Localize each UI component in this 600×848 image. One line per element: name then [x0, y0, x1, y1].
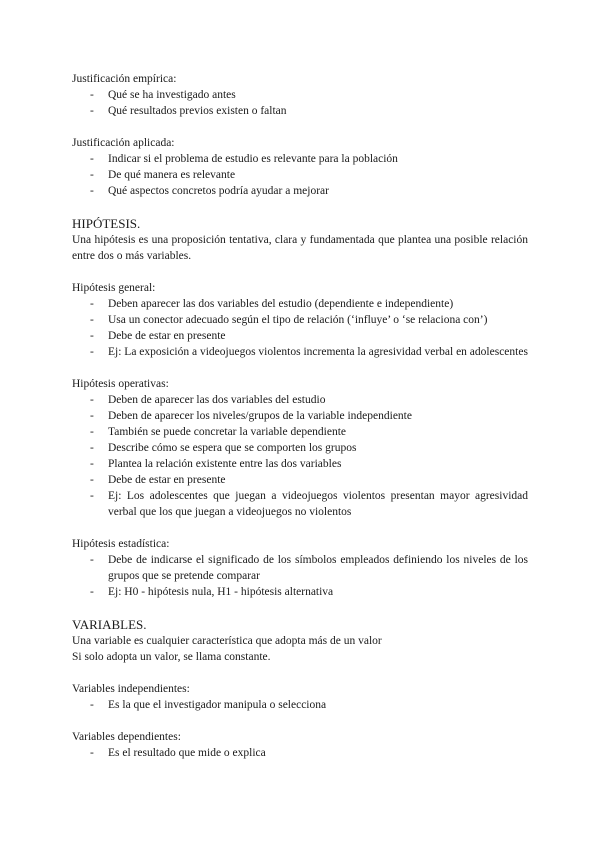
section-label: Variables dependientes: — [72, 731, 181, 743]
bullet-item: - Ej: Los adolescentes que juegan a videojuegos violentos presentan mayor agresividad verbal que los que juegan a videojuegos no violentos — [90, 490, 528, 518]
dash-marker: - — [90, 586, 94, 598]
dash-marker: - — [90, 105, 94, 117]
bullet-item: - Debe de estar en presente — [90, 330, 226, 342]
dash-marker: - — [90, 474, 94, 486]
variables-heading: VARIABLES. — [72, 617, 147, 632]
dash-marker: - — [90, 314, 94, 326]
bullet-item: - Qué aspectos concretos podría ayudar a mejorar — [90, 185, 329, 197]
bullet-list — [72, 392, 528, 520]
bullet-list — [72, 745, 528, 761]
bullet-item: - Es la que el investigador manipula o selecciona — [90, 699, 327, 711]
bullet-item: - Ej: La exposición a videojuegos violentos incrementa la agresividad verbal en adolescentes — [90, 346, 528, 358]
variables-line-2: Si solo adopta un valor, se llama constante. — [72, 651, 271, 663]
dash-marker: - — [90, 169, 94, 181]
section-label: Hipótesis operativas: — [72, 378, 169, 390]
variables-line-1: Una variable es cualquier característica que adopta más de un valor — [72, 635, 382, 647]
bullet-list — [72, 697, 528, 713]
bullet-list — [72, 87, 528, 119]
bullet-item: - Indicar si el problema de estudio es relevante para la población — [90, 153, 398, 165]
dash-marker: - — [90, 185, 94, 197]
bullet-item: - Qué resultados previos existen o faltan — [90, 105, 287, 117]
section-label: Justificación aplicada: — [72, 137, 175, 149]
bullet-item: - Describe cómo se espera que se comporten los grupos — [90, 442, 357, 454]
dash-marker: - — [90, 554, 94, 566]
bullet-item: - También se puede concretar la variable dependiente — [90, 426, 347, 438]
bullet-item: - Usa un conector adecuado según el tipo de relación (‘influye’ o ‘se relaciona con’) — [90, 314, 488, 326]
bullet-item: - Deben de aparecer los niveles/grupos de la variable independiente — [90, 410, 412, 422]
bullet-list — [72, 552, 528, 600]
section-label: Variables independientes: — [72, 683, 190, 695]
dash-marker: - — [90, 298, 94, 310]
dash-marker: - — [90, 442, 94, 454]
bullet-list — [72, 151, 528, 199]
bullet-item: - Qué se ha investigado antes — [90, 89, 236, 101]
dash-marker: - — [90, 747, 94, 759]
bullet-item: - Debe de indicarse el significado de los símbolos empleados definiendo los niveles de los grupos que se pretende comparar — [90, 554, 528, 582]
dash-marker: - — [90, 330, 94, 342]
bullet-item: - Plantea la relación existente entre las dos variables — [90, 458, 342, 470]
bullet-item: - Deben aparecer las dos variables del estudio (dependiente e independiente) — [90, 298, 454, 310]
bullet-item: - De qué manera es relevante — [90, 169, 236, 181]
dash-marker: - — [90, 490, 94, 502]
dash-marker: - — [90, 394, 94, 406]
section-label: Justificación empírica: — [72, 73, 177, 85]
section-label: Hipótesis general: — [72, 282, 156, 294]
bullet-list — [72, 296, 528, 360]
bullet-item: - Es el resultado que mide o explica — [90, 747, 266, 759]
bullet-item: - Ej: H0 - hipótesis nula, H1 - hipótesis alternativa — [90, 586, 334, 598]
dash-marker: - — [90, 89, 94, 101]
dash-marker: - — [90, 426, 94, 438]
hipotesis-heading: HIPÓTESIS. — [72, 216, 141, 231]
dash-marker: - — [90, 346, 94, 358]
section-label: Hipótesis estadística: — [72, 538, 170, 550]
bullet-item: - Debe de estar en presente — [90, 474, 226, 486]
bullet-item: - Deben de aparecer las dos variables del estudio — [90, 394, 326, 406]
dash-marker: - — [90, 153, 94, 165]
dash-marker: - — [90, 458, 94, 470]
hipotesis-definition: Una hipótesis es una proposición tentativa, clara y fundamentada que plantea una posible relación entre dos o más variables. — [72, 234, 528, 262]
dash-marker: - — [90, 699, 94, 711]
dash-marker: - — [90, 410, 94, 422]
document-content — [72, 71, 528, 761]
